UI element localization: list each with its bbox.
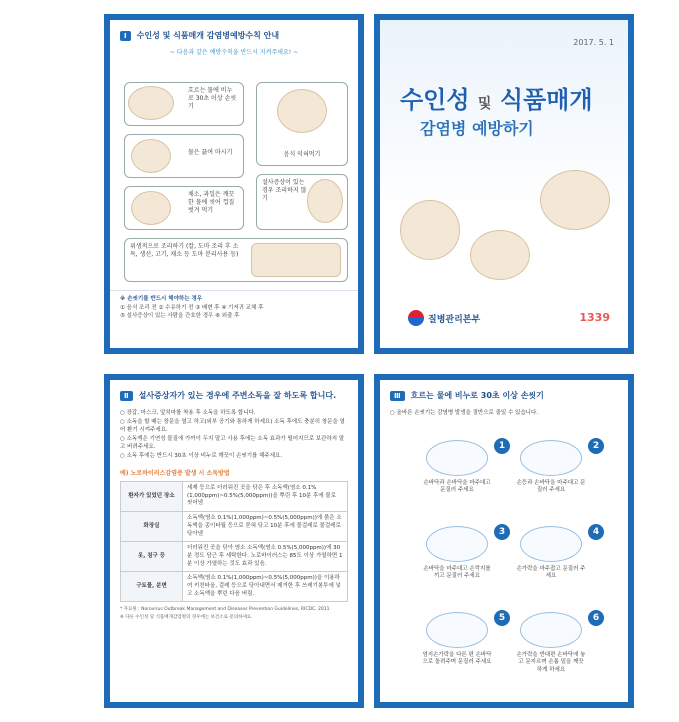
- table-row: 환자가 있었던 장소 세제 등으로 더러워진 곳을 닦은 후 소독액(염소 0.1% (1,000ppm)~0.5%(5,000ppm))을 뿌린 후 10분 후에 물로 씻어냄: [121, 482, 348, 512]
- section-heading: [110, 20, 358, 45]
- guideline-panel: [104, 14, 364, 354]
- section-heading: [380, 380, 628, 405]
- hands-illustration: [520, 440, 582, 476]
- cover-subtitle: 감염병 예방하기: [420, 119, 534, 138]
- handwash-cases-line: ⑤ 설사증상이 있는 사람을 간호한 경우 ⑥ 외출 후: [120, 313, 240, 320]
- cutting-board-illustration: [251, 243, 341, 277]
- section-subtitle: ○ 올바른 손씻기는 감염병 발생을 절반으로 줄일 수 있습니다.: [390, 410, 539, 416]
- sick-person-illustration: [307, 179, 343, 223]
- table-title: 예) 노로바이러스감염증 발생 시 소독방법: [120, 470, 230, 478]
- bullet: ○ 장갑, 마스크, 앞치마를 착용 후 소독을 하도록 합니다.: [120, 410, 256, 416]
- child-illustration: [400, 200, 460, 260]
- step-3: [422, 526, 530, 594]
- rule-text: 채소, 과일은 깨끗한 물에 씻어 껍질 벗겨 먹기: [188, 191, 235, 215]
- bullet: ○ 소독액은 기연성 물질에 가까이 두지 말고 사용 후에는 소독 효과가 떨어지므로 보관하지 말고 버려주세요.: [120, 435, 345, 451]
- cooking-illustration: [470, 230, 530, 280]
- disinfection-table: [120, 481, 348, 602]
- rule-box-5: [256, 174, 348, 230]
- bullet: ○ 소독 후에는 반드시 30초 이상 비누로 깨끗이 손씻기를 해주세요.: [120, 452, 283, 459]
- section-number: Ⅱ: [120, 391, 133, 401]
- step-caption: 엄지손가락을 다른 편 손바닥으로 돌려주며 문질러 주세요: [422, 652, 492, 666]
- title-conjunction: 및: [477, 96, 492, 112]
- step-number: 6: [588, 610, 604, 626]
- hands-illustration: [426, 440, 488, 476]
- rule-box-1: [124, 82, 244, 126]
- agency-logo: [408, 310, 480, 326]
- section-title: 설사증상자가 있는 경우에 주변소독을 잘 하도록 합니다.: [138, 391, 337, 400]
- step-caption: 손바닥과 손바닥을 마주대고 문질러 주세요: [423, 480, 491, 494]
- step-6: [516, 612, 624, 680]
- agency-name: 질병관리본부: [428, 314, 481, 325]
- kettle-illustration: [131, 139, 171, 173]
- handwash-cases-line: ① 음식 조리 전 ② 수유하기 전 ③ 배변 후 ④ 기저귀 교체 후: [120, 304, 264, 311]
- hands-illustration: [426, 612, 488, 648]
- hands-illustration: [520, 612, 582, 648]
- cover-title: [400, 80, 593, 115]
- title-part-a: 수인성: [400, 86, 470, 114]
- rule-box-6: [124, 238, 348, 282]
- step-5: [422, 612, 530, 680]
- bullet: ○ 소독을 할 때는 창문을 열고 하고(외부 공기와 통하게 하세요) 소독 후에도 충분히 창문을 열어 환기 시켜주세요.: [120, 418, 345, 434]
- rule-text: 흐르는 물에 비누로 30초 이상 손씻기: [188, 87, 237, 111]
- handwashing-steps-panel: [374, 374, 634, 708]
- step-number: 1: [494, 438, 510, 454]
- section-number: Ⅰ: [120, 31, 131, 41]
- section-heading: [110, 380, 358, 405]
- step-number: 2: [588, 438, 604, 454]
- washing-fruit-illustration: [131, 191, 171, 225]
- table-row: 화장실 소독액(염소 0.1%(1,000ppm)~0.5%(5,000ppm))에 묽은 소독액을 종이타월 등으로 묻혀 닦고 10분 후에 물걸레로 물걸레로 닦아냄: [121, 512, 348, 542]
- hands-illustration: [426, 526, 488, 562]
- rule-box-3: [124, 134, 244, 178]
- handwash-cases-title: ※ 손씻기를 반드시 해야하는 경우: [120, 296, 203, 302]
- hands-illustration: [520, 526, 582, 562]
- section-title: 흐르는 물에 비누로 30초 이상 손씻기: [410, 391, 544, 400]
- step-2: [516, 440, 624, 508]
- step-number: 3: [494, 524, 510, 540]
- step-caption: 손바닥을 마주대고 손깍지를 끼고 문질러 주세요: [423, 566, 491, 580]
- handwash-cases: [110, 290, 358, 325]
- rule-text: 위생적으로 조리하기 (칼, 도마 조리 후 소독, 생선, 고기, 채소 등 도마 분리사용 등): [130, 243, 239, 259]
- publication-date: 2017. 5. 1: [573, 38, 614, 47]
- taegeuk-icon: [408, 310, 424, 326]
- rule-box-4: [124, 186, 244, 230]
- rule-text: 음식 익혀먹기: [283, 150, 321, 158]
- rule-text: 물은 끓여 마시기: [188, 149, 233, 156]
- section-number: Ⅲ: [390, 391, 405, 401]
- step-1: [422, 440, 530, 508]
- step-number: 5: [494, 610, 510, 626]
- cover-panel: [374, 14, 634, 354]
- cooking-pot-illustration: [277, 89, 327, 133]
- disinfection-bullets: [110, 405, 358, 464]
- footnote: * 자료원 : Norovirus Outbreak Management and Diseases Prevention Guidelines, RICDC, 2011: [120, 607, 330, 613]
- title-part-b: 식품매개: [499, 86, 593, 114]
- step-4: [516, 526, 624, 594]
- step-caption: 손등과 손바닥을 마주대고 문질러 주세요: [516, 480, 586, 494]
- step-caption: 손가락을 반대편 손바닥에 놓고 문지르며 손톱 밑을 깨끗하게 하세요: [516, 652, 586, 673]
- section-title: 수인성 및 식품매개 감염병예방수칙 안내: [136, 31, 280, 40]
- rule-text: 설사증상이 있는 경우 조리하지 않기: [262, 179, 307, 203]
- rule-box-2: [256, 82, 348, 166]
- subtitle: ~ 다음과 같은 예방수칙을 반드시 지켜주세요! ~: [169, 49, 299, 56]
- table-row: 옷, 침구 등 더러워진 곳을 닦아 염소 소독액(염소 0.5%(5,000ppm))에 30분 정도 담근 후 세탁한다. 노로바이러스는 85도 이상 가열하면 1분 이상 가열하는 것도 효과 있음.: [121, 542, 348, 572]
- handwash-kids-illustration: [540, 170, 610, 230]
- footnotes: [110, 602, 358, 624]
- hotline-logo: 1339: [579, 311, 610, 324]
- table-row: 구토물, 분변 소독액(염소 0.1%(1,000ppm)~0.5%(5,000ppm))을 이용하여 키친타올, 걸레 등으로 닦아내면서 제거한 후 쓰레기봉투에 넣고 소독액을 뿌린 다음 버림.: [121, 572, 348, 602]
- footnote: ※ 다른 수인성 및 식품매개감염병의 경우에는 보건소로 문의하세요.: [120, 614, 253, 620]
- step-number: 4: [588, 524, 604, 540]
- disinfection-panel: [104, 374, 364, 708]
- step-caption: 손가락을 마주잡고 문질러 주세요: [516, 566, 586, 580]
